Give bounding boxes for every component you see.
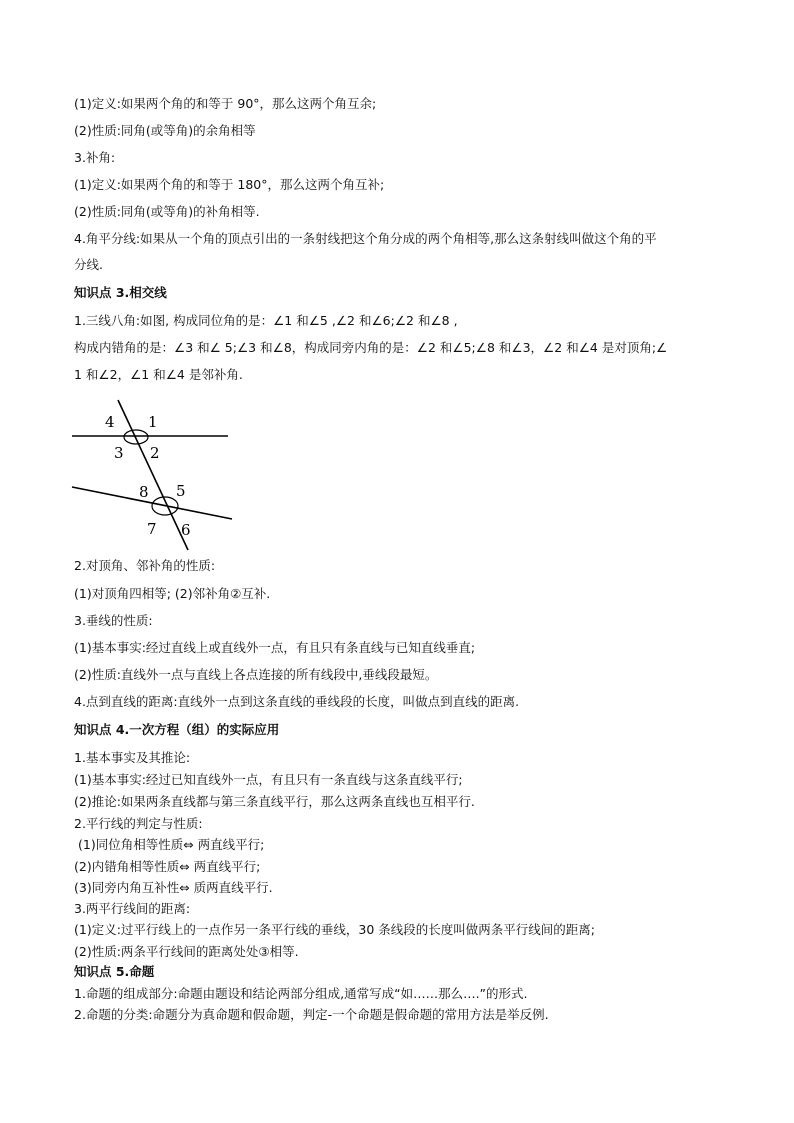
text-line: (2)性质:同角(或等角)的补角相等. [74, 204, 260, 219]
angle-label-7: 7 [147, 520, 157, 538]
text-line: (1)对顶角四相等; (2)邻补角②互补. [74, 586, 271, 601]
text-line: 2.命题的分类:命题分为真命题和假命题，判定-一个命题是假命题的常用方法是举反例. [74, 1007, 549, 1022]
text-line: 1.基本事实及其推论: [74, 750, 191, 765]
text-line: (2)性质:直线外一点与直线上各点连接的所有线段中,垂线段最短。 [74, 667, 438, 682]
text-line: 2.平行线的判定与性质: [74, 816, 203, 831]
angle-label-6: 6 [181, 521, 191, 539]
text-line: 1.命题的组成部分:命题由题设和结论两部分组成,通常写成“如……那么….”的形式. [74, 986, 528, 1001]
text-line: (3)同旁内角互补性⇔ 质两直线平行. [74, 880, 273, 895]
text-line: 4.角平分线:如果从一个角的顶点引出的一条射线把这个角分成的两个角相等,那么这条射线叫做这个角的平 [74, 231, 657, 246]
text-line: (2)推论:如果两条直线都与第三条直线平行，那么这两条直线也互相平行. [74, 794, 475, 809]
angle-label-2: 2 [150, 444, 160, 462]
text-line: (2)内错角相等性质⇔ 两直线平行; [74, 859, 261, 874]
section-heading: 知识点 4.一次方程（组）的实际应用 [74, 722, 280, 737]
text-line: 3.垂线的性质: [74, 613, 153, 628]
text-line: (1)基本事实:经过直线上或直线外一点，有且只有条直线与已知直线垂直; [74, 640, 476, 655]
angle-label-1: 1 [148, 413, 158, 431]
section-heading: 知识点 5.命题 [74, 964, 155, 979]
text-line: 分线. [74, 257, 103, 272]
text-line: (2)性质:同角(或等角)的余角相等 [74, 123, 256, 138]
text-line: (1)定义:如果两个角的和等于 90°，那么这两个角互余; [74, 96, 377, 111]
text-line: 4.点到直线的距离:直线外一点到这条直线的垂线段的长度，叫做点到直线的距离. [74, 694, 520, 709]
text-line: 1.三线八角:如图, 构成同位角的是：∠1 和∠5 ,∠2 和∠6;∠2 和∠8 , [74, 313, 458, 328]
text-line: 3.两平行线间的距离: [74, 901, 191, 916]
line-bottom [72, 487, 232, 519]
text-line: 1 和∠2，∠1 和∠4 是邻补角. [74, 367, 243, 382]
text-line: 2.对顶角、邻补角的性质: [74, 558, 216, 573]
angle-label-3: 3 [114, 444, 124, 462]
text-line: 3.补角: [74, 150, 116, 165]
angle-label-8: 8 [139, 483, 149, 501]
text-line: (1)定义:如果两个角的和等于 180°，那么这两个角互补; [74, 177, 385, 192]
text-line: (1)同位角相等性质⇔ 两直线平行; [78, 837, 265, 852]
intersecting-lines-figure [68, 396, 238, 556]
angle-label-5: 5 [176, 482, 186, 500]
text-line: (1)定义:过平行线上的一点作另一条平行线的垂线，30 条线段的长度叫做两条平行线间的距离; [74, 922, 596, 937]
text-line: 构成内错角的是：∠3 和∠ 5;∠3 和∠8，构成同旁内角的是：∠2 和∠5;∠8 和∠3，∠2 和∠4 是对顶角;∠ [74, 340, 668, 355]
text-line: (1)基本事实:经过已知直线外一点，有且只有一条直线与这条直线平行; [74, 772, 463, 787]
text-line: (2)性质:两条平行线间的距离处处③相等. [74, 944, 299, 959]
section-heading: 知识点 3.相交线 [74, 285, 167, 300]
angle-label-4: 4 [105, 413, 115, 431]
